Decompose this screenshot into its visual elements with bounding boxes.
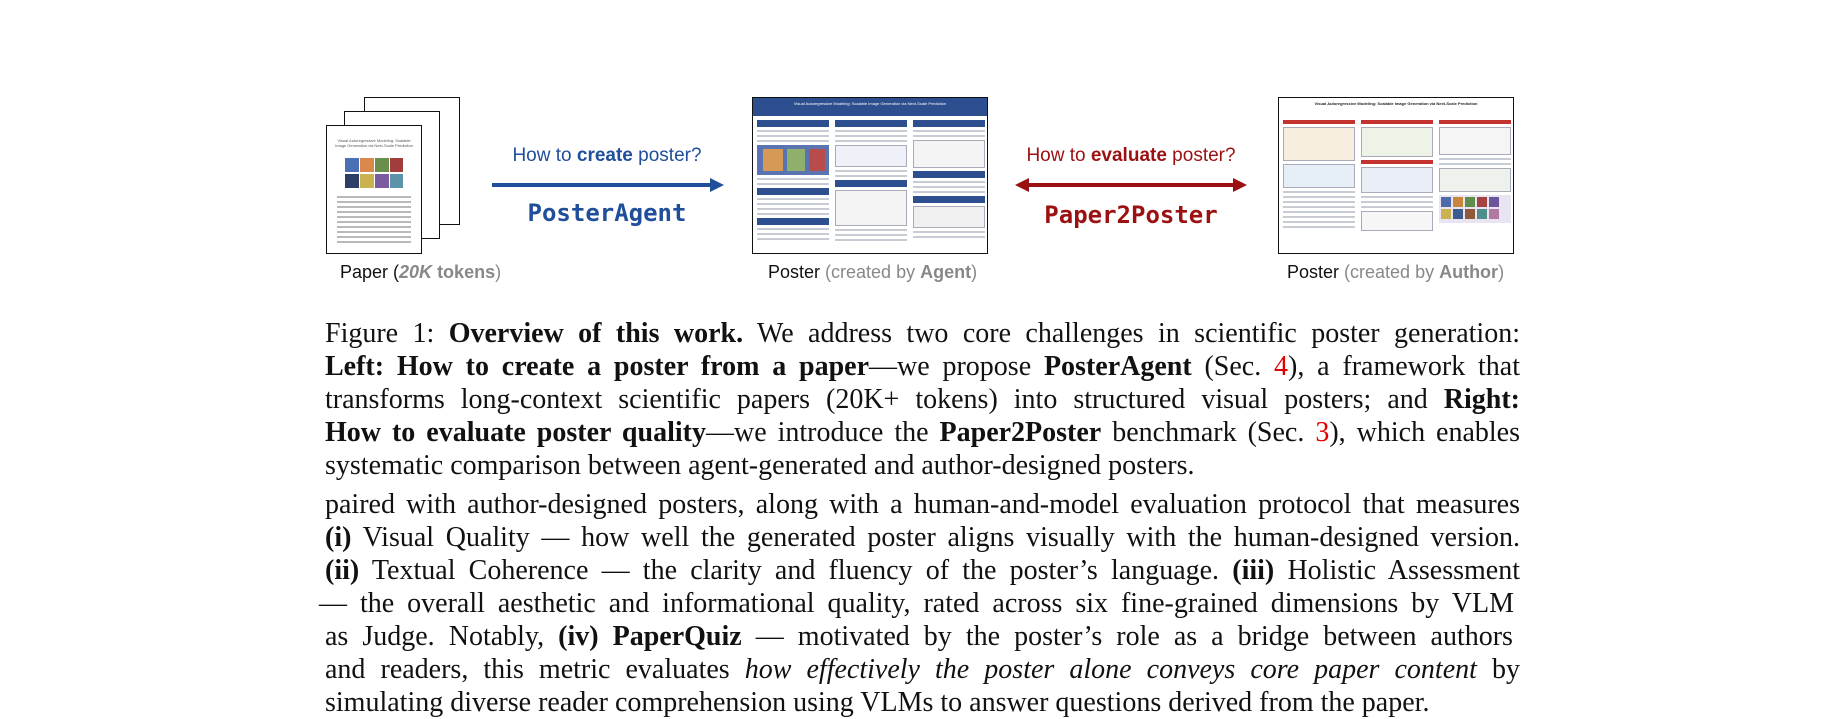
evaluate-question: How to evaluate poster? xyxy=(1026,145,1236,166)
paper-figure-thumb xyxy=(345,158,403,190)
author-poster-label: Poster (created by Author) xyxy=(1287,262,1505,282)
section-ref-link[interactable]: 3 xyxy=(1315,417,1330,448)
caption-line: How to evaluate poster quality—we introduce the Paper2Poster benchmark (Sec. 3), which enables xyxy=(325,417,1521,448)
create-question: How to create poster? xyxy=(512,145,702,166)
agent-poster-thumbnail: Visual Autoregressive Modeling: Scalable Image Generation via Next-Scale Prediction xyxy=(752,97,988,254)
body-line: simulating diverse reader comprehension using VLMs to answer questions derived from the paper. xyxy=(325,687,1430,718)
agent-poster-label: Poster (created by Agent) xyxy=(768,262,978,282)
body-line: — the overall aesthetic and informational quality, rated across six fine-grained dimensions by VLM xyxy=(319,588,1514,619)
author-poster-thumbnail: Visual Autoregressive Modeling: Scalable Image Generation via Next-Scale Prediction xyxy=(1278,97,1514,254)
evaluate-double-arrow-icon xyxy=(1013,177,1249,193)
body-line: paired with author-designed posters, along with a human-and-model evaluation protocol that measures xyxy=(325,489,1520,520)
figure-caption xyxy=(325,317,1520,482)
paper2poster-name: Paper2Poster xyxy=(1044,201,1218,229)
caption-line: systematic comparison between agent-generated and author-designed posters. xyxy=(325,450,1195,481)
body-line: and readers, this metric evaluates how effectively the poster alone conveys core paper content by xyxy=(325,654,1520,685)
caption-line: transforms long-context scientific papers (20K+ tokens) into structured visual posters; and Right: xyxy=(325,384,1520,415)
body-line: (ii) Textual Coherence — the clarity and fluency of the poster’s language. (iii) Holistic Assessment xyxy=(325,555,1520,586)
create-arrow-icon xyxy=(490,177,726,193)
paper-sheet-front xyxy=(326,125,422,254)
poster-agent-name: PosterAgent xyxy=(527,199,687,227)
body-line: as Judge. Notably, (iv) PaperQuiz — motivated by the poster’s role as a bridge between authors xyxy=(325,621,1513,652)
caption-line: Left: How to create a poster from a paper—we propose PosterAgent (Sec. 4), a framework that xyxy=(325,351,1520,382)
body-line: (i) Visual Quality — how well the generated poster aligns visually with the human-designed version. xyxy=(325,522,1520,553)
body-paragraph xyxy=(319,488,1520,719)
paper-thumb-title: Visual Autoregressive Modeling: Scalable Image Generation via Next-Scale Prediction xyxy=(335,138,413,148)
paper-label: Paper (20K tokens) xyxy=(340,262,502,282)
caption-line: Figure 1: Overview of this work. We address two core challenges in scientific poster generation: xyxy=(325,318,1520,349)
section-ref-link[interactable]: 4 xyxy=(1274,351,1289,382)
